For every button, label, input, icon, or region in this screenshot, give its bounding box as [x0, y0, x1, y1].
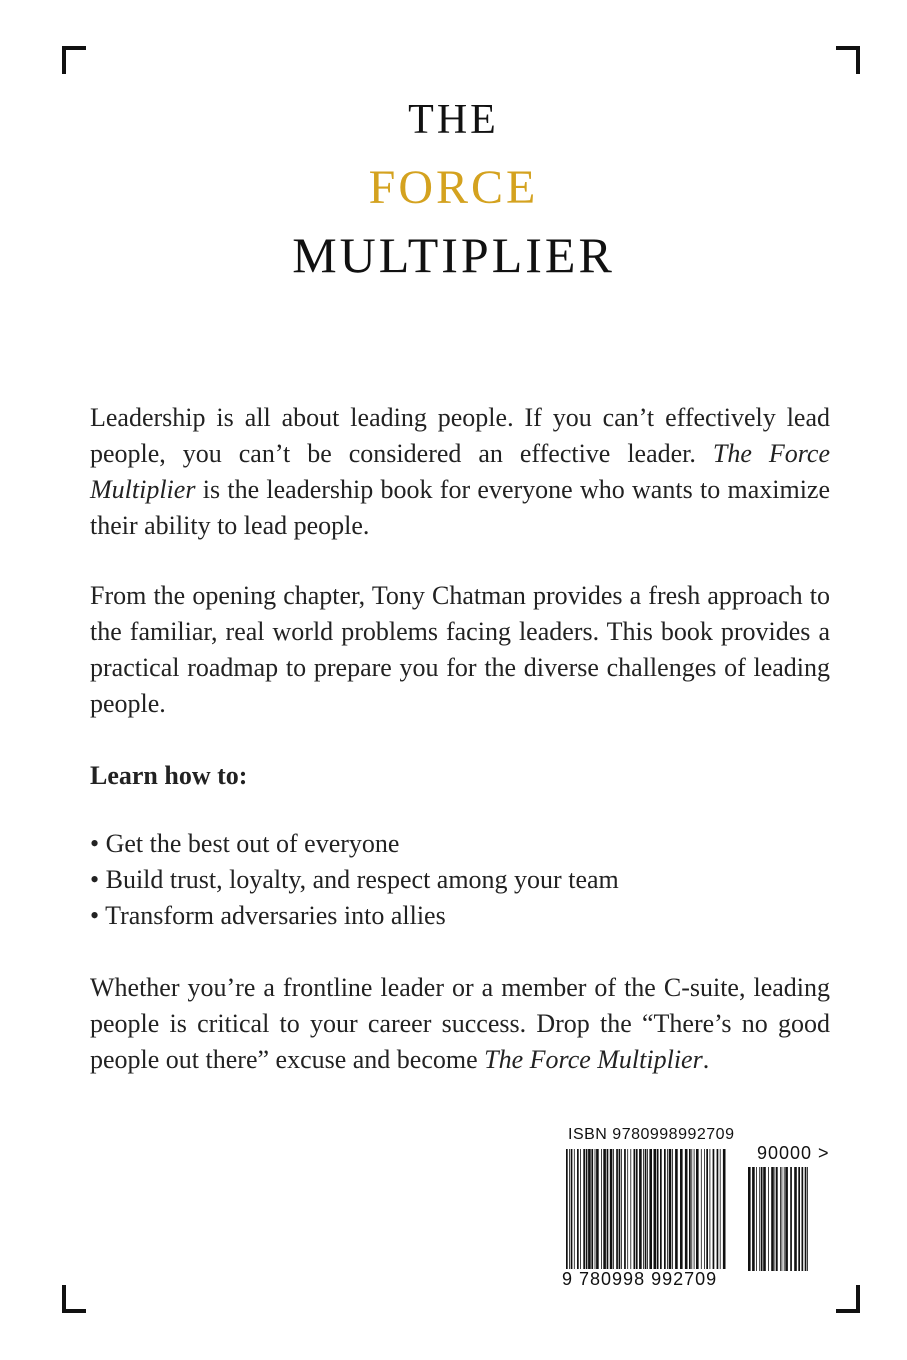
title-line-multiplier: MULTIPLIER: [292, 227, 615, 283]
title-line-the: THE: [408, 97, 499, 143]
intro-book-title: The Force Multiplier: [90, 439, 830, 504]
barcode-bar: [775, 1167, 776, 1271]
list-item: • Get the best out of everyone: [90, 829, 400, 858]
intro-text-a: Leadership is all about leading people. If you can’t effectively lead people, you can’t be considered an effective leader.: [90, 403, 830, 468]
closing-book-title: The Force Multiplier: [484, 1045, 703, 1074]
barcode-bar: [720, 1149, 721, 1269]
barcode-bar: [657, 1149, 659, 1269]
barcode-bar: [654, 1149, 657, 1269]
barcode-bar: [784, 1167, 785, 1271]
barcode-bar: [591, 1149, 593, 1269]
closing-text-b: .: [702, 1045, 710, 1074]
barcode-bar: [610, 1149, 613, 1269]
barcode-bar: [574, 1149, 575, 1269]
barcode-bar: [748, 1167, 751, 1271]
closing-paragraph: [90, 970, 830, 1078]
barcode-bar: [595, 1149, 596, 1269]
barcode-bar: [624, 1149, 626, 1269]
barcode-bar: [768, 1167, 769, 1271]
barcode-bar: [603, 1149, 606, 1269]
barcode-main-bars: [566, 1149, 726, 1269]
barcode-bar: [794, 1167, 797, 1271]
barcode-bar: [701, 1149, 702, 1269]
barcode-bar: [776, 1167, 778, 1271]
list-item: • Build trust, loyalty, and respect among your team: [90, 865, 619, 894]
barcode-bar: [619, 1149, 621, 1269]
barcode-bar: [647, 1149, 648, 1269]
barcode-bar: [771, 1167, 774, 1271]
barcode-bar: [782, 1167, 783, 1271]
barcode-bar: [607, 1149, 609, 1269]
barcode-bar: [664, 1149, 666, 1269]
crop-mark-bottom-right: [836, 1285, 860, 1313]
barcode-bar: [596, 1149, 599, 1269]
barcode-bar: [601, 1149, 602, 1269]
closing-text-a: Whether you’re a frontline leader or a member of the C-suite, leading people is critical to your career success. Drop the “There’s no good people out there” excuse and become: [90, 973, 830, 1074]
barcode-bar: [759, 1167, 760, 1271]
isbn-label: ISBN 9780998992709: [568, 1126, 735, 1143]
barcode-bar: [763, 1167, 766, 1271]
isbn-barcode: [562, 1123, 838, 1291]
barcode-bar: [761, 1167, 763, 1271]
barcode-bar: [689, 1149, 691, 1269]
barcode-bar: [710, 1149, 711, 1269]
barcode-bar: [752, 1167, 755, 1271]
barcode-bar: [634, 1149, 636, 1269]
crop-mark-top-right: [836, 46, 860, 74]
barcode-digits: 9 780998 992709: [562, 1269, 718, 1289]
learn-list: [90, 826, 830, 934]
barcode-bar: [680, 1149, 683, 1269]
barcode-bar: [691, 1149, 692, 1269]
price-code: 90000 >: [757, 1143, 830, 1163]
barcode-bar: [798, 1167, 800, 1271]
description-paragraph: From the opening chapter, Tony Chatman provides a fresh approach to the familiar, real world problems facing leaders. This book provides a practical roadmap to prepare you for the diverse challenges of leading people.: [90, 581, 830, 718]
crop-mark-bottom-left: [62, 1285, 86, 1313]
barcode-bar: [805, 1167, 807, 1271]
barcode-bar: [756, 1167, 757, 1271]
title-line-force: FORCE: [368, 161, 539, 214]
barcode-bar: [588, 1149, 591, 1269]
barcode-bar: [704, 1149, 705, 1269]
barcode-bar: [713, 1149, 715, 1269]
barcode-bar: [571, 1149, 573, 1269]
barcode-bar: [621, 1149, 622, 1269]
barcode-bar: [613, 1149, 614, 1269]
barcode-bar: [636, 1149, 638, 1269]
barcode-bar: [780, 1167, 781, 1271]
barcode-bar: [672, 1149, 673, 1269]
barcode-bar: [649, 1149, 652, 1269]
barcode-bar: [586, 1149, 588, 1269]
intro-paragraph: [90, 400, 830, 544]
barcode-bar: [630, 1149, 631, 1269]
barcode-bar: [660, 1149, 662, 1269]
barcode-bar: [627, 1149, 628, 1269]
list-item: • Transform adversaries into allies: [90, 901, 446, 930]
barcode-bar: [580, 1149, 581, 1269]
crop-mark-top-left: [62, 46, 86, 74]
intro-text-b: is the leadership book for everyone who wants to maximize their ability to lead people.: [90, 475, 830, 540]
barcode-bar: [717, 1149, 719, 1269]
barcode-bar: [807, 1167, 808, 1271]
barcode-bar: [583, 1149, 585, 1269]
barcode-bar: [645, 1149, 647, 1269]
barcode-bar: [694, 1149, 695, 1269]
barcode-bar: [685, 1149, 688, 1269]
barcode-bar: [569, 1149, 570, 1269]
barcode-bar: [706, 1149, 708, 1269]
barcode-bar: [643, 1149, 644, 1269]
barcode-bar: [675, 1149, 678, 1269]
barcode-bar: [667, 1149, 668, 1269]
barcode-bar: [723, 1149, 726, 1269]
barcode-addon-bars: [748, 1167, 808, 1271]
barcode-bar: [577, 1149, 579, 1269]
barcode-bar: [669, 1149, 672, 1269]
barcode-bar: [639, 1149, 642, 1269]
barcode-bar: [785, 1167, 788, 1271]
barcode-bar: [696, 1149, 699, 1269]
barcode-bar: [566, 1149, 568, 1269]
barcode-bar: [802, 1167, 804, 1271]
barcode-bar: [790, 1167, 792, 1271]
barcode-bar: [616, 1149, 618, 1269]
learn-heading: Learn how to:: [90, 761, 248, 790]
